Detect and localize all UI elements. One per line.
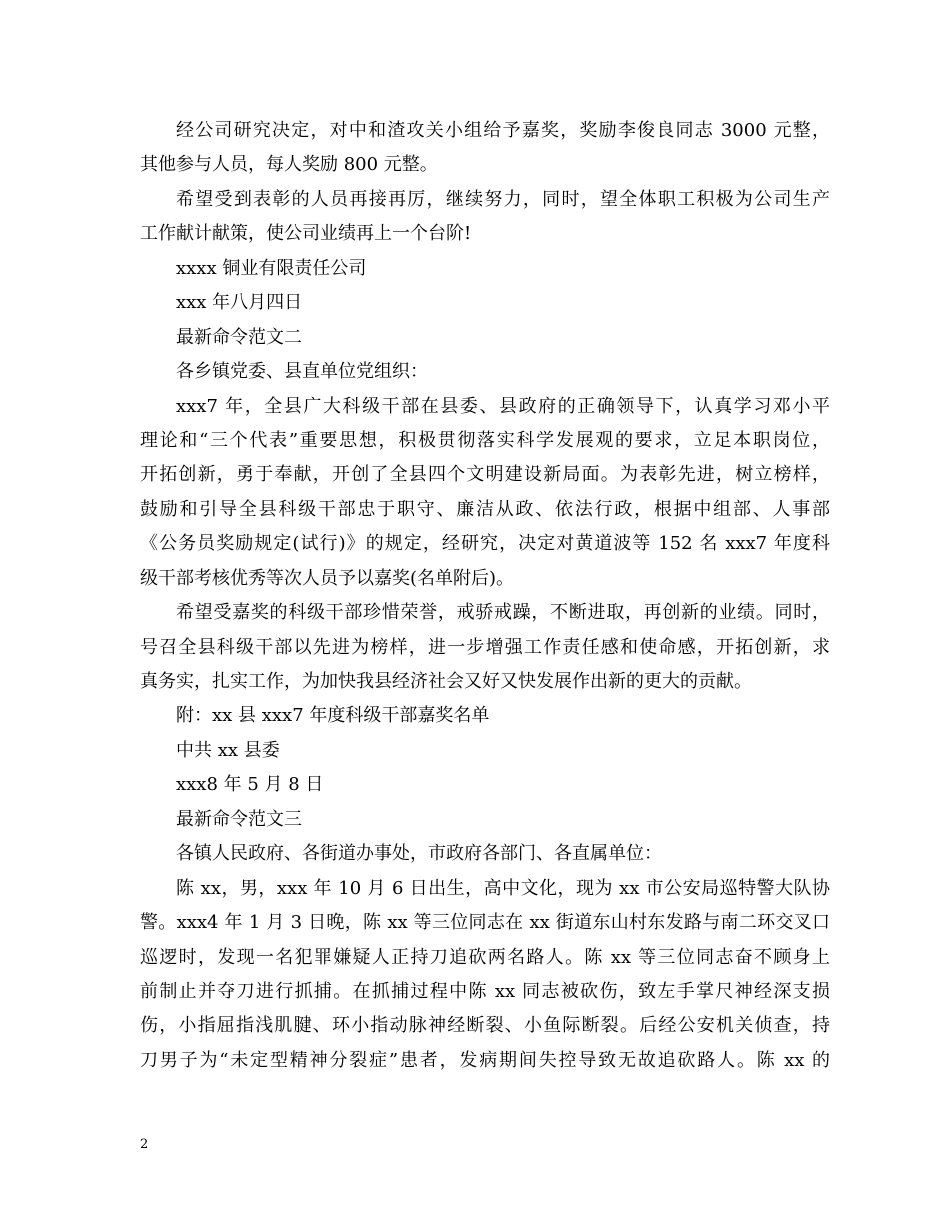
text-line: 警。xxx4 年 1 月 3 日晚，陈 xx 等三位同志在 xx 街道东山村东发路与南二环交叉口	[140, 912, 830, 934]
text-line: 陈 xx，男，xxx 年 10 月 6 日出生，高中文化，现为 xx 市公安局巡特警大队协	[176, 877, 830, 899]
text-line: 最新命令范文三	[176, 808, 302, 830]
document-body	[140, 117, 830, 1081]
text-line: 号召全县科级干部以先进为榜样，进一步增强工作责任感和使命感，开拓创新，求	[140, 636, 830, 658]
text-line: xxx 年八月四日	[176, 292, 303, 314]
text-line: 真务实，扎实工作，为加快我县经济社会又好又快发展作出新的更大的贡献。	[140, 671, 752, 692]
text-line: 各乡镇党委、县直单位党组织：	[176, 361, 428, 383]
text-line: 工作献计献策，使公司业绩再上一个台阶!	[140, 223, 472, 245]
text-line: 开拓创新，勇于奉献，开创了全县四个文明建设新局面。为表彰先进，树立榜样，	[140, 464, 830, 486]
text-line: 希望受嘉奖的科级干部珍惜荣誉，戒骄戒躁，不断进取，再创新的业绩。同时，	[176, 602, 830, 624]
text-line: 前制止并夺刀进行抓捕。在抓捕过程中陈 xx 同志被砍伤，致左手掌尺神经深支损	[140, 980, 830, 1002]
text-line: xxx8 年 5 月 8 日	[176, 774, 324, 796]
text-line: 刀男子为“未定型精神分裂症”患者，发病期间失控导致无故追砍路人。陈 xx 的	[140, 1049, 830, 1071]
text-line: 中共 xx 县委	[176, 739, 280, 761]
text-line: xxxx 铜业有限责任公司	[176, 257, 367, 279]
text-line: 其他参与人员，每人奖励 800 元整。	[140, 154, 438, 176]
text-line: 《公务员奖励规定(试行)》的规定，经研究，决定对黄道波等 152 名 xxx7 年度科	[140, 533, 830, 555]
text-line: 经公司研究决定，对中和渣攻关小组给予嘉奖，奖励李俊良同志 3000 元整，	[176, 120, 830, 141]
text-line: 附：xx 县 xxx7 年度科级干部嘉奖名单	[176, 705, 490, 727]
text-line: 希望受到表彰的人员再接再厉，继续努力，同时，望全体职工积极为公司生产	[176, 188, 830, 210]
text-line: 最新命令范文二	[176, 326, 302, 348]
text-line: 各镇人民政府、各街道办事处，市政府各部门、各直属单位：	[176, 843, 662, 865]
text-line: 巡逻时，发现一名犯罪嫌疑人正持刀追砍两名路人。陈 xx 等三位同志奋不顾身上	[140, 946, 830, 968]
text-line: xxx7 年，全县广大科级干部在县委、县政府的正确领导下，认真学习邓小平	[176, 395, 830, 417]
text-line: 鼓励和引导全县科级干部忠于职守、廉洁从政、依法行政，根据中组部、人事部	[140, 498, 830, 520]
page-number: 2	[140, 1137, 149, 1152]
text-line: 伤，小指屈指浅肌腱、环小指动脉神经断裂、小鱼际断裂。后经公安机关侦查，持	[140, 1015, 830, 1037]
text-line: 级干部考核优秀等次人员予以嘉奖(名单附后)。	[140, 567, 515, 589]
text-line: 理论和“三个代表”重要思想，积极贯彻落实科学发展观的要求，立足本职岗位，	[140, 429, 830, 451]
